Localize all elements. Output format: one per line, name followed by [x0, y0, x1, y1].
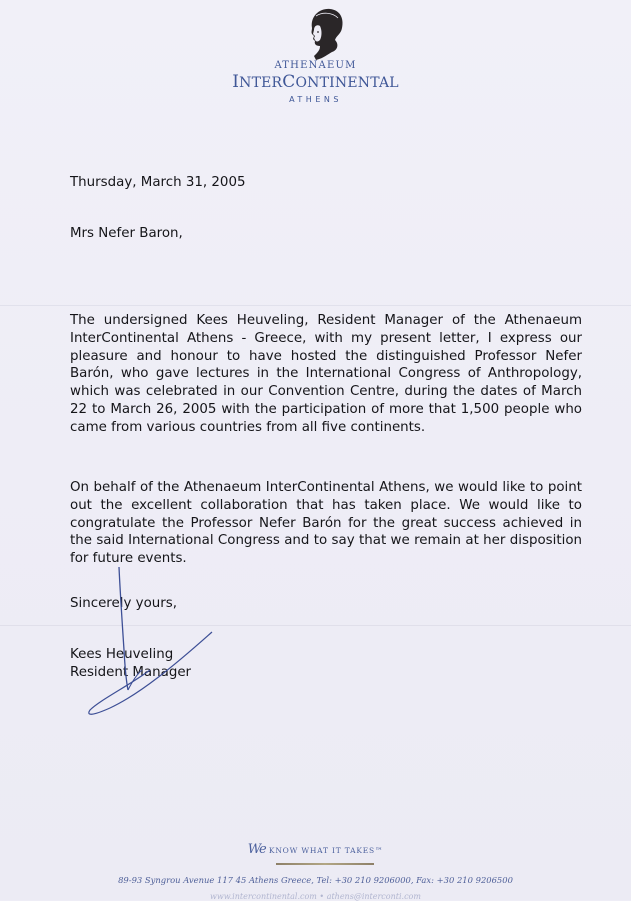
letter-date: Thursday, March 31, 2005	[70, 175, 246, 190]
letter-paragraph-2: On behalf of the Athenaeum InterContinental Athens, we would like to point out the excellent collaboration that has taken place. We would like to congratulate the Professor Nefer Barón for the great success achieved in the said International Congress and to say that we remain at her disposition for future events.	[70, 480, 582, 567]
footer-divider	[276, 863, 374, 865]
footer-web-contact: www.intercontinental.com • athens@interconti.com	[210, 892, 421, 901]
paper-fold-line	[0, 625, 631, 626]
signatory-title: Resident Manager	[70, 665, 192, 680]
footer-address: 89-93 Syngrou Avenue 117 45 Athens Greece, Tel: +30 210 9206000, Fax: +30 210 9206500	[118, 875, 513, 885]
brand-line-intercontinental: INTERCONTINENTAL	[232, 72, 399, 92]
letter-paragraph-1: The undersigned Kees Heuveling, Resident Manager of the Athenaeum InterContinental Athens - Greece, with my present letter, I express our pleasure and honour to have hosted the distinguished Professor Nefer Barón, who gave lectures in the International Congress of Anthropology, which was celebrated in our Convention Centre, during the dates of March 22 to March 26, 2005 with the participation of more that 1,500 people who came from various countries from all five continents.	[70, 313, 582, 435]
athena-head-icon	[302, 6, 346, 62]
signatory-name: Kees Heuveling	[70, 647, 174, 662]
brand-line-athens: ATHENS	[289, 95, 342, 104]
letter-closing: Sincerely yours,	[70, 596, 178, 611]
footer-tagline: We KNOW WHAT IT TAKES™	[247, 842, 384, 857]
paper-fold-line	[0, 305, 631, 306]
brand-line-athenaeum: ATHENAEUM	[274, 60, 357, 71]
letter-salutation: Mrs Nefer Baron,	[70, 226, 183, 241]
